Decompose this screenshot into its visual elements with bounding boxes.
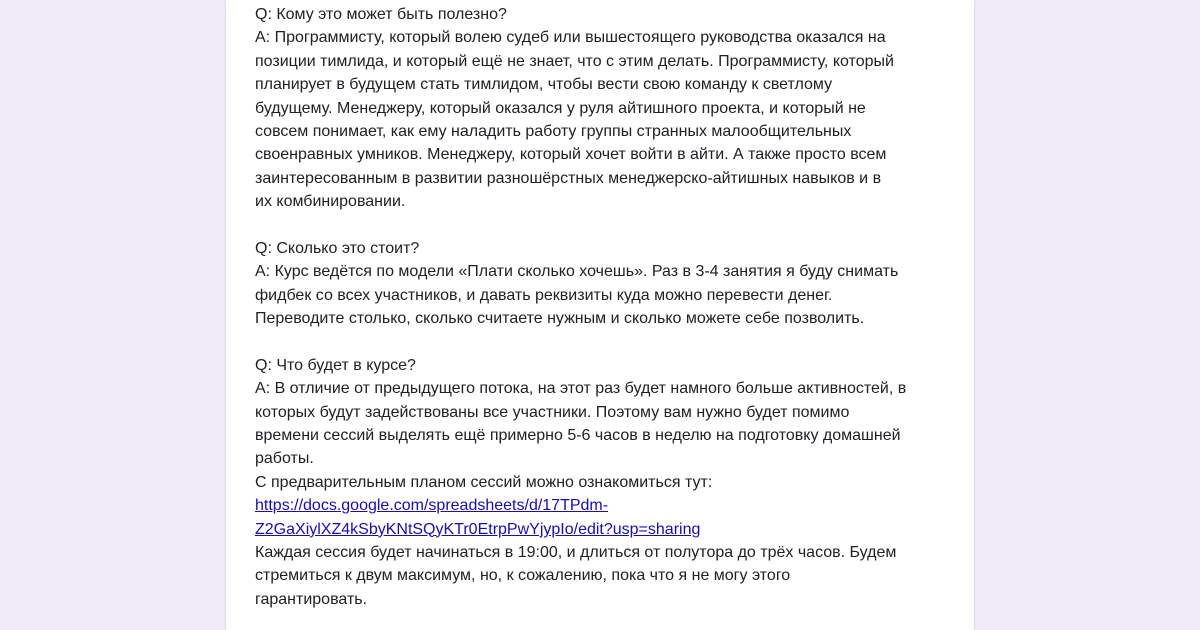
faq-answer-line: фидбек со всех участников, и давать реквизиты куда можно перевести денег. — [255, 286, 833, 304]
faq-answer-line: A: Программисту, который волею судеб или вышестоящего руководства оказался на — [255, 29, 886, 47]
faq-answer-line: времени сессий выделять ещё примерно 5-6 часов в неделю на подготовку домашней — [255, 427, 901, 445]
faq-answer-line: которых будут задействованы все участники. Поэтому вам нужно будет помимо — [255, 403, 850, 421]
faq-answer-line: Каждая сессия будет начинаться в 19:00, и длиться от полутора до трёх часов. Будем — [255, 543, 897, 561]
faq-answer-line: их комбинировании. — [255, 193, 406, 211]
plan-link-line-1[interactable] — [255, 494, 955, 517]
faq-question: Q: Кому это может быть полезно? — [255, 6, 507, 23]
faq-answer-line: совсем понимает, как ему наладить работу группы странных малообщительных — [255, 122, 852, 140]
faq-answer-line: С предварительным планом сессий можно ознакомиться тут: — [255, 473, 713, 491]
document-card — [226, 0, 974, 630]
faq-answer-line: гарантировать. — [255, 590, 368, 608]
faq-answer-line: позиции тимлида, и который ещё не знает, что с этим делать. Программисту, который — [255, 52, 894, 70]
faq-answer-line: A: В отличие от предыдущего потока, на этот раз будет намного больше активностей, в — [255, 380, 907, 398]
faq-question: Q: Что будет в курсе? — [255, 356, 416, 374]
faq-answer-line: работы. — [255, 450, 314, 468]
faq-answer-line: заинтересованным в развитии разношёрстных менеджерско-айтишных навыков и в — [255, 169, 882, 187]
paragraph-gap — [255, 330, 955, 353]
plan-link-line-2[interactable] — [255, 518, 955, 541]
faq-answer-line: планирует в будущем стать тимлидом, чтобы вести свою команду к светлому — [255, 76, 833, 94]
faq-answer-line: Переводите столько, сколько считаете нужным и сколько можете себе позволить. — [255, 310, 865, 328]
paragraph-gap — [255, 214, 955, 237]
faq-question: Q: Сколько это стоит? — [255, 239, 420, 257]
faq-content — [255, 3, 955, 611]
faq-answer-line: будущему. Менеджеру, который оказался у руля айтишного проекта, и который не — [255, 99, 866, 117]
faq-answer-line: стремиться к двум максимум, но, к сожалению, пока что я не могу этого — [255, 567, 791, 585]
plan-spreadsheet-link[interactable]: https://docs.google.com/spreadsheets/d/17TPdm- — [255, 497, 609, 515]
plan-spreadsheet-link[interactable]: Z2GaXiylXZ4kSbyKNtSQyKTr0EtrpPwYjypIo/edit?usp=sharing — [255, 520, 701, 538]
faq-answer-line: своенравных умников. Менеджеру, который хочет войти в айти. А также просто всем — [255, 146, 887, 164]
faq-answer-line: A: Курс ведётся по модели «Плати сколько хочешь». Раз в 3-4 занятия я буду снимать — [255, 263, 899, 281]
